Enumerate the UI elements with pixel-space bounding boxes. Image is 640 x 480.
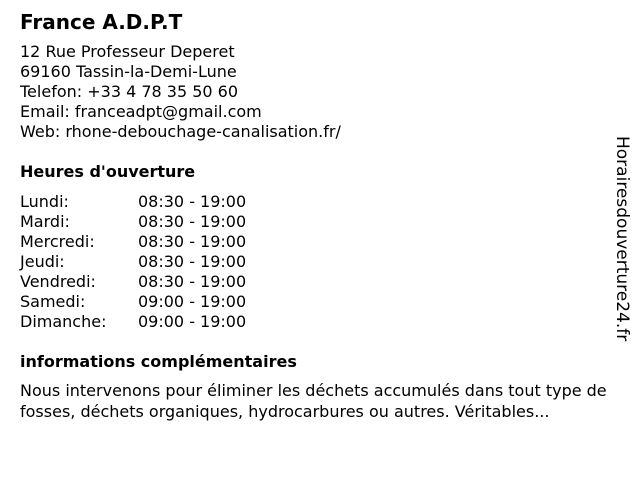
time-range: 08:30 - 19:00 [138,252,247,271]
hours-row [20,252,610,272]
day-label: Mercredi: [20,232,95,251]
day-label: Mardi: [20,212,70,231]
info-description: Nous intervenons pour éliminer les déchets accumulés dans tout type de fosses, déchets organiques, hydrocarbures ou autres. Véritables... [20,381,607,421]
info-title: informations complémentaires [20,352,297,371]
hours-row [20,312,610,332]
hours-row [20,212,610,232]
time-range: 09:00 - 19:00 [138,312,247,331]
hours-row [20,292,610,312]
email-address: Email: franceadpt@gmail.com [20,102,262,121]
hours-title: Heures d'ouverture [20,162,196,181]
city-address: 69160 Tassin-la-Demi-Lune [20,62,237,81]
street-address: 12 Rue Professeur Deperet [20,42,235,61]
hours-row [20,232,610,252]
hours-row [20,272,610,292]
watermark [612,136,632,372]
time-range: 08:30 - 19:00 [138,272,247,291]
business-card [20,10,610,422]
business-name: France A.D.P.T [20,10,183,34]
time-range: 08:30 - 19:00 [138,192,247,211]
website: Web: rhone-debouchage-canalisation.fr/ [20,122,341,141]
day-label: Jeudi: [20,252,65,271]
time-range: 09:00 - 19:00 [138,292,247,311]
time-range: 08:30 - 19:00 [138,212,247,231]
hours-row [20,192,610,212]
phone-number: Telefon: +33 4 78 35 50 60 [20,82,239,101]
day-label: Lundi: [20,192,69,211]
day-label: Dimanche: [20,312,107,331]
hours-table [20,192,610,332]
day-label: Samedi: [20,292,86,311]
time-range: 08:30 - 19:00 [138,232,247,251]
day-label: Vendredi: [20,272,96,291]
contact-block [20,42,610,142]
watermark-text: Horairesdouverture24.fr [612,136,632,342]
